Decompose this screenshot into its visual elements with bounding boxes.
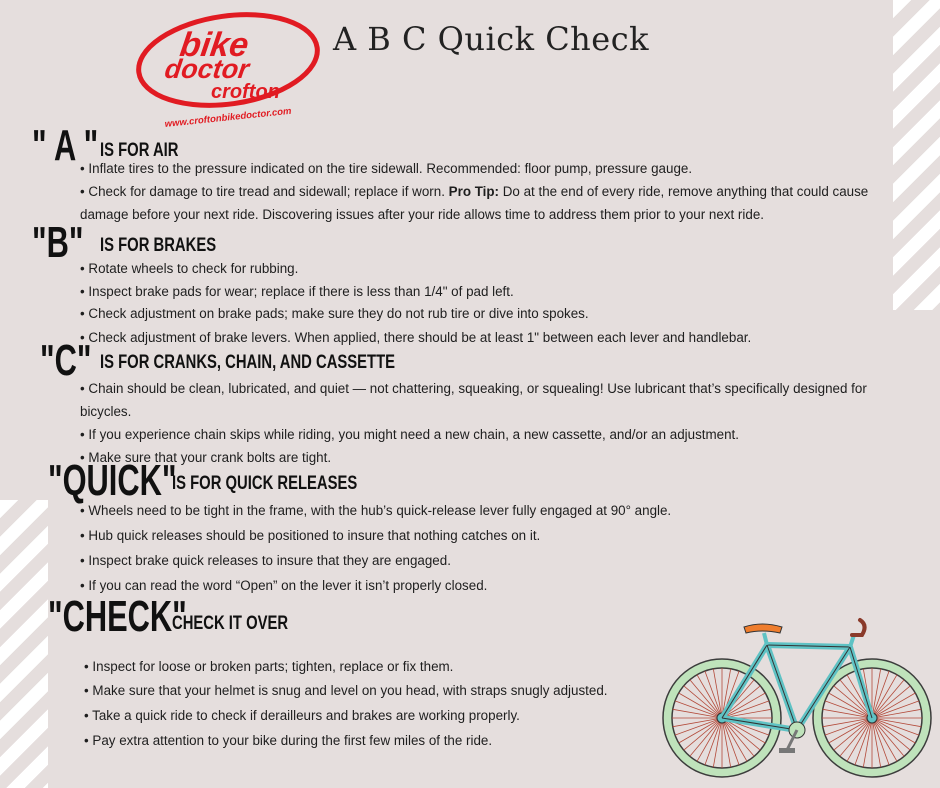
section-a-bullet-2-text: • Check for damage to tire tread and sidewall; replace if worn. [80,184,445,199]
handlebar [852,620,865,635]
section-a-bullet-2-continued: damage before your next ride. Discovering issues after your ride allows time to address them prior to your next ride. [80,207,764,222]
pro-tip-text: Do at the end of every ride, remove anything that could cause [502,184,869,199]
section-c-bullet-1-continued: bicycles. [80,404,132,419]
section-quick-bullet-4: • If you can read the word “Open” on the lever it isn’t properly closed. [80,578,488,593]
section-c-bullet-1: • Chain should be clean, lubricated, and quiet — not chattering, squeaking, or squealing! Use lubricant that’s specifically designed for [80,381,867,396]
pro-tip-label: Pro Tip: [448,184,500,199]
section-c-letter: "C" [40,336,92,385]
section-b-subtitle: IS FOR BRAKES [100,235,217,256]
section-b-bullet-4: • Check adjustment of brake levers. When applied, there should be at least 1" between each lever and handlebar. [80,330,752,345]
section-c-subtitle: IS FOR CRANKS, CHAIN, AND CASSETTE [100,352,396,373]
section-check-bullet-1: • Inspect for loose or broken parts; tighten, replace or fix them. [84,659,454,674]
section-quick-letter: "QUICK" [48,456,177,505]
section-a-bullet-1: • Inflate tires to the pressure indicated on the tire sidewall. Recommended: floor pump, pressure gauge. [80,161,693,176]
logo-word-crofton: crofton [211,81,280,103]
decorative-stripes-right [893,0,940,310]
decorative-stripes-left [0,500,48,788]
section-check-subtitle: CHECK IT OVER [172,613,289,634]
pedal [779,748,795,753]
frame-outline [722,645,872,730]
logo-url: www.croftonbikedoctor.com [164,105,293,130]
section-b-bullet-3: • Check adjustment on brake pads; make sure they do not rub tire or dive into spokes. [80,306,589,321]
bicycle-illustration [662,615,932,780]
section-quick-bullet-2: • Hub quick releases should be positioned to insure that nothing catches on it. [80,528,541,543]
section-quick-subtitle: IS FOR QUICK RELEASES [172,473,358,494]
seat-post [764,633,767,645]
section-c-bullet-2: • If you experience chain skips while riding, you might need a new chain, a new cassette, and/or an adjustment. [80,427,739,442]
section-a-letter: " A " [32,121,99,170]
seat [744,624,782,633]
section-check-bullet-2: • Make sure that your helmet is snug and level on you head, with straps snugly adjusted. [84,683,608,698]
section-check-bullet-4: • Pay extra attention to your bike during the first few miles of the ride. [84,733,493,748]
page-title: A B C Quick Check [333,20,650,58]
logo-word-doctor: doctor [162,53,252,84]
section-a-bullet-2 [80,180,868,204]
section-a-subtitle: IS FOR AIR [100,140,179,161]
section-quick-bullet-3: • Inspect brake quick releases to insure that they are engaged. [80,553,451,568]
logo-word-bike: bike [177,26,252,64]
section-b-bullet-2: • Inspect brake pads for wear; replace if there is less than 1/4" of pad left. [80,284,514,299]
section-c-bullet-3: • Make sure that your crank bolts are tight. [80,450,332,465]
section-b-letter: "B" [32,218,84,267]
bike-frame [722,645,872,730]
section-b-bullet-1: • Rotate wheels to check for rubbing. [80,261,299,276]
section-quick-bullet-1: • Wheels need to be tight in the frame, with the hub’s quick-release lever fully engaged at 90° angle. [80,503,672,518]
section-check-letter: "CHECK" [48,592,187,641]
bike-doctor-logo [133,12,333,132]
section-check-bullet-3: • Take a quick ride to check if derailleurs and brakes are working properly. [84,708,520,723]
